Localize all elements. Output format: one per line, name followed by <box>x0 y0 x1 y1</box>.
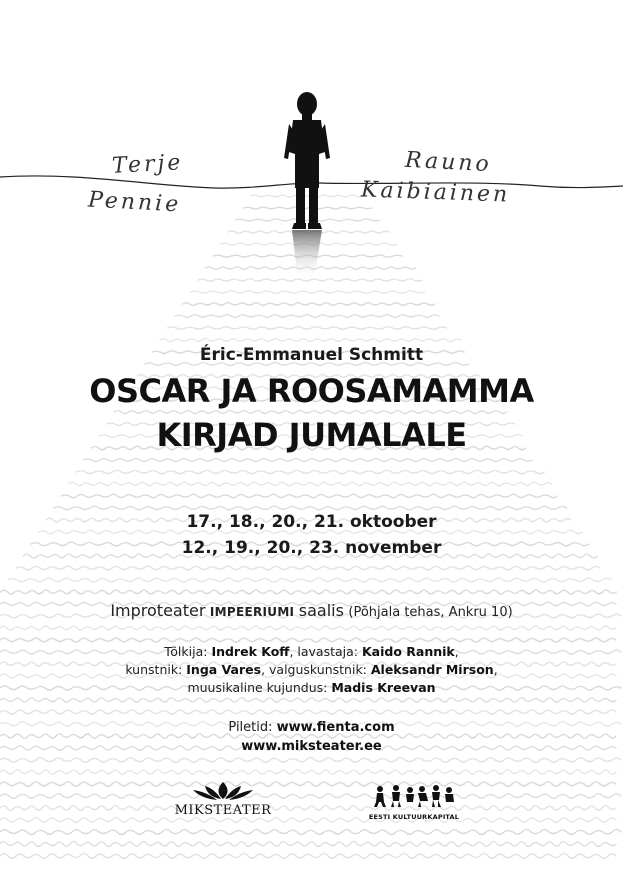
director-label: lavastaja: <box>297 644 358 659</box>
handwriting-line <box>0 782 616 787</box>
handwriting-line <box>183 303 435 306</box>
handwriting-line <box>84 458 532 461</box>
handwriting-line <box>61 494 557 497</box>
author: Éric-Emmanuel Schmitt <box>199 345 424 365</box>
handwriting-line <box>16 566 600 570</box>
handwriting-line <box>69 482 552 486</box>
translator-label: Tõlkija: <box>164 644 208 659</box>
tickets-line <box>0 720 623 735</box>
handwriting-line <box>0 710 616 714</box>
dates-october: 17., 18., 20., 21. oktoober <box>186 512 437 532</box>
music-label: muusikaline kujundus: <box>187 680 328 695</box>
light-designer: Aleksandr Mirson <box>370 662 494 677</box>
tickets-link-miksteater[interactable]: www.miksteater.ee <box>241 739 382 754</box>
credit-line-3 <box>0 680 623 695</box>
handwriting-line <box>0 770 616 775</box>
handwriting-line <box>0 794 621 799</box>
handwriting-line <box>76 470 544 473</box>
venue-hall: saalis <box>298 601 344 620</box>
handwriting-line <box>0 806 616 811</box>
credit-line-1: Tõlkija: Indrek Koff, lavastaja: Kaido Rannik, <box>164 644 459 659</box>
miksteater-name: MIKSTEATER <box>174 803 272 818</box>
handwriting-line <box>0 758 621 763</box>
title-line-1: OSCAR JA ROOSAMAMMA <box>89 372 534 410</box>
handwriting-line <box>54 506 567 510</box>
dates-november: 12., 19., 20., 23. november <box>181 538 442 558</box>
handwriting-line <box>0 698 616 702</box>
handwriting-line <box>114 410 506 413</box>
translator: Indrek Koff <box>211 644 290 659</box>
artist-label: kunstnik: <box>125 662 183 677</box>
kulka-name: EESTI KULTUURKAPITAL <box>368 813 460 821</box>
venue-prefix: Improteater <box>110 601 206 620</box>
handwriting-line <box>0 842 616 847</box>
handwriting-line <box>0 830 621 835</box>
miksteater-lotus-icon <box>191 778 255 802</box>
left-last-name: Pennie <box>87 187 182 218</box>
handwriting-line <box>0 854 616 859</box>
left-first-name: Terje <box>111 150 184 179</box>
kulka-logo <box>368 784 460 820</box>
venue-address: (Põhjala tehas, Ankru 10) <box>348 605 513 620</box>
director: Kaido Rannik <box>361 644 455 659</box>
handwriting-line <box>0 626 616 630</box>
handwriting-line <box>190 291 424 294</box>
handwriting-line <box>168 327 447 330</box>
venue-theatre: IMPEERIUMI <box>209 605 295 619</box>
handwriting-line <box>8 578 611 582</box>
boy-silhouette <box>278 90 338 280</box>
miksteater-logo <box>168 778 278 820</box>
tickets-label: Piletid: <box>228 720 273 735</box>
handwriting-line <box>160 339 461 342</box>
music-designer: Madis Kreevan <box>331 680 436 695</box>
venue <box>0 601 623 620</box>
artist: Inga Vares <box>186 662 262 677</box>
credit-line-2: kunstnik: Inga Vares, valguskunstnik: Aleksandr Mirson, <box>125 662 498 677</box>
title-line-2: KIRJAD JUMALALE <box>156 416 467 454</box>
handwriting-line <box>175 315 439 318</box>
handwriting-line <box>0 638 616 642</box>
tickets-link-fienta[interactable]: www.fienta.com <box>276 720 395 735</box>
kulka-figures-icon <box>372 784 456 808</box>
light-label: valguskunstnik: <box>269 662 367 677</box>
right-last-name: Kaibiainen <box>360 177 511 208</box>
handwriting-line <box>1 590 617 594</box>
handwriting-line <box>0 818 616 823</box>
right-first-name: Rauno <box>404 147 493 178</box>
